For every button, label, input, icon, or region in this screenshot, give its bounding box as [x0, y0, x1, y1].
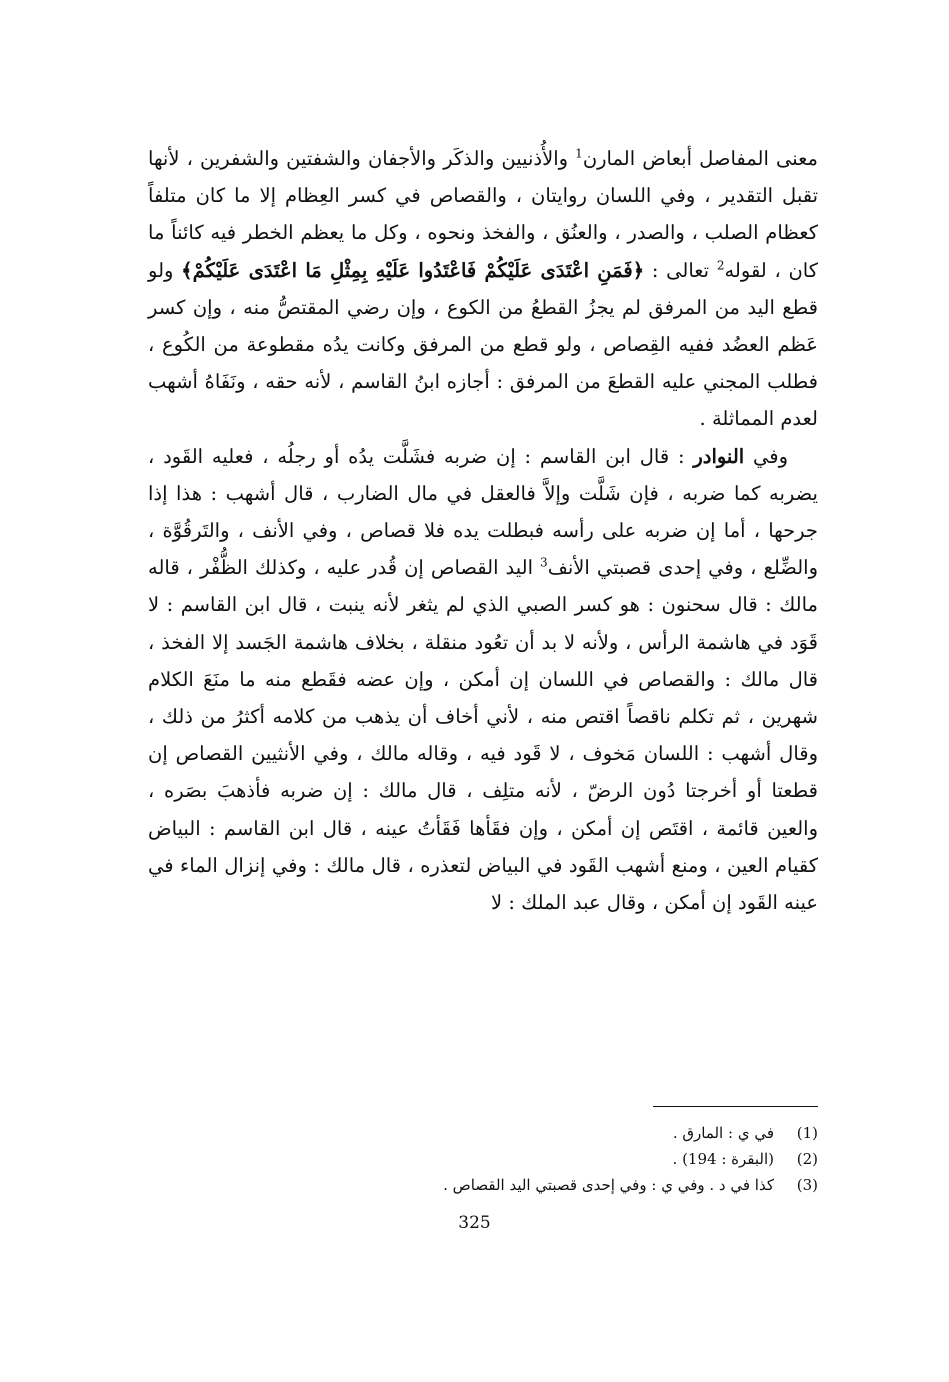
footnote-number: (2) — [796, 1150, 818, 1168]
footnote-3 — [148, 1172, 818, 1198]
footnote-ref-1: 1 — [575, 146, 583, 161]
source-title: النوادر — [693, 444, 745, 468]
paragraph-1 — [148, 140, 818, 438]
paragraph-2 — [148, 438, 818, 922]
paragraph-1-part-3: تعالى : — [644, 258, 717, 282]
footnote-1 — [148, 1120, 818, 1146]
paragraph-2-part-3: اليد القصاص إن قُدر عليه ، وكذلك الظُّفْر ، قاله مالك : قال سحنون : هو كسر الصبي الذي لم يثغر لأنه ينبت ، قال ابن القاسم : لا قَوَد في هاشمة الرأس ، ولأنه لا بد أن تعُود منقلة ، بخلاف هاشمة الجَسد إلا الفخذ ، قال مالك : والقصاص في اللسان إن أمكن ، وإن عضه فقَطع منه ما منَعَ الكلام شهرين ، ثم تكلم ناقصاً اقتص منه ، لأني أخاف أن يذهب من كلامه أكثرُ من ذلك ، وقال أشهب : اللسان مَخوف ، لا قَود فيه ، وقاله مالك ، وفي الأنثيين القصاص إن قطعتا أو أخرجتا دُون الرضّ ، لأنه متلِف ، قال مالك : إن ضربه فأذهبَ بصَره ، والعين قائمة ، اقتَص إن أمكن ، وإن فقَأها فَقَأتُ عينه ، قال ابن القاسم : البياض كقيام العين ، ومنع أشهب القَود في البياض لتعذره ، قال مالك : وفي إنزال الماء في عينه القَود إن أمكن ، وقال عبد الملك : لا — [148, 556, 818, 915]
main-text — [148, 140, 818, 921]
paragraph-2-part-1: وفي — [744, 444, 788, 468]
footnote-2 — [148, 1146, 818, 1172]
footnote-ref-3: 3 — [540, 555, 548, 570]
footnote-number: (3) — [796, 1176, 818, 1194]
footnote-separator — [653, 1106, 818, 1107]
footnote-text: في ي : المارق . — [672, 1124, 774, 1142]
page-number: 325 — [458, 1213, 491, 1233]
footnote-ref-2: 2 — [716, 258, 725, 273]
footnotes — [148, 1120, 818, 1198]
paragraph-1-part-4: ولو قطع اليد من المرفق لم يجزُ القطعُ من الكوع ، وإن رضي المقتصُّ منه ، وإن كسر عَظم العضُد ففيه القِصاص ، ولو قطع من المرفق وكانت يدُه مقطوعة من الكُوع ، فطلب المجني عليه القطعَ من المرفق : أجازه ابنُ القاسم ، لأنه حقه ، ونَفَاهُ أشهب لعدم المماثلة . — [148, 258, 818, 431]
paragraph-2-part-2: : قال ابن القاسم : إن ضربه فشَلَّت يدُه أو رجلُه ، فعليه القَود ، يضربه كما ضربه ، فإن شَلَّت وإلاَّ فالعقل في مال الضارب ، قال أشهب : هذا إذا جرحها ، أما إن ضربه على رأسه فبطلت يده فلا قصاص ، وفي الأنف ، والتَرقُوَّة ، والضِّلع ، وفي إحدى قصبتي الأنف — [148, 444, 818, 580]
footnote-text: (البقرة : 194) . — [672, 1150, 774, 1168]
paragraph-1-part-1: معنى المفاصل أبعاض المارن — [582, 147, 818, 170]
paragraph-1-part-2: والأُذنيين والذكَر والأجفان والشفتين والشفرين ، لأنها تقبل التقدير ، وفي اللسان روايتان ، والقصاص في كسر العِظام إلا ما كان متلفاً كعظام الصلب ، والصدر ، والعنُق ، والفخذ ونحوه ، وكل ما يعظم الخطر فيه كائناً ما كان ، لقوله — [148, 147, 818, 282]
footnote-number: (1) — [796, 1124, 818, 1142]
quran-verse: ﴿فَمَنِ اعْتَدَى عَلَيْكُمْ فَاعْتَدُوا عَلَيْهِ بِمِثْلِ مَا اعْتَدَى عَلَيْكُمْ﴾ — [181, 258, 645, 282]
footnote-text: كذا في د . وفي ي : وفي إحدى قصبتي اليد القصاص . — [443, 1176, 774, 1194]
